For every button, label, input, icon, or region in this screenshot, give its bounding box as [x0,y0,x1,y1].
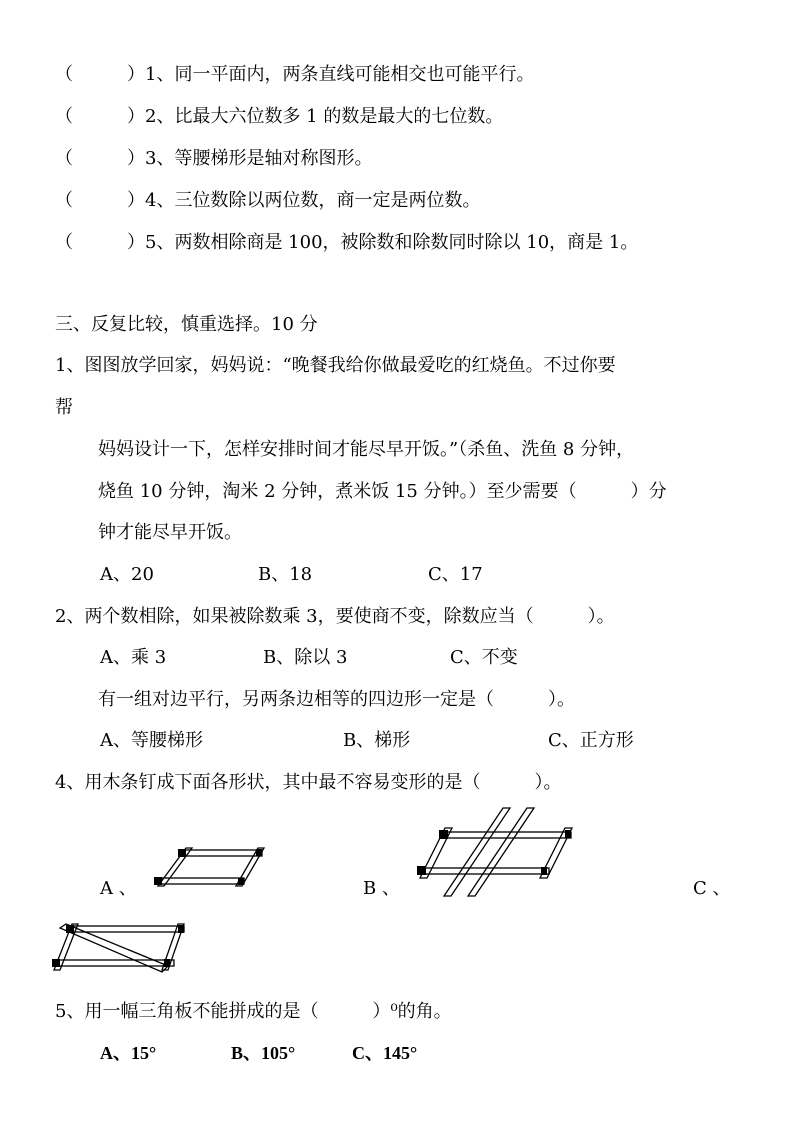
q2-option-b[interactable]: B、除以 3 [263,647,348,668]
q5-option-a-label: A、15° [100,1043,157,1063]
q2-option-a[interactable]: A、乘 3 [100,647,167,668]
q1-line-5: 钟才能尽早开饭。 [98,522,242,543]
item-text: 5、两数相除商是 100，被除数和除数同时除以 10，商是 1。 [145,232,639,253]
q5-option-a[interactable] [100,1041,156,1066]
q5-option-b[interactable] [231,1041,295,1066]
judgement-item-2 [55,105,503,129]
q5-option-c[interactable] [352,1041,417,1066]
q3-option-c[interactable]: C、正方形 [548,730,634,751]
q4-option-a[interactable]: A 、 [100,878,137,899]
q4-option-c[interactable]: C 、 [693,878,731,899]
q3-option-a[interactable]: A、等腰梯形 [100,730,203,751]
item-text: 2、比最大六位数多 1 的数是最大的七位数。 [145,106,504,127]
q2-option-c[interactable]: C、不变 [450,647,518,668]
item-text: 3、等腰梯形是轴对称图形。 [145,148,373,169]
answer-blank[interactable]: （ ） [55,190,145,211]
judgement-item-3 [55,147,372,171]
answer-blank[interactable]: （ ） [55,232,145,253]
q1-option-c[interactable]: C、17 [428,564,483,585]
wood-frame-diagonal-figure [50,922,190,974]
item-text: 1、同一平面内，两条直线可能相交也可能平行。 [145,64,535,85]
judgement-item-4 [55,189,480,213]
q3-option-b[interactable]: B、梯形 [343,730,411,751]
q4-option-b[interactable]: B 、 [363,878,400,899]
q1-line-2: 帮 [55,397,73,418]
q5-option-c-label: C、145° [352,1043,418,1063]
answer-blank[interactable]: （ ） [55,106,145,127]
q4-text: 4、用木条钉成下面各形状，其中最不容易变形的是（ ）。 [55,772,562,793]
wood-frame-crossbars-figure [415,806,575,898]
section-title: 三、反复比较，慎重选择。10 分 [55,314,318,335]
q1-line-4: 烧鱼 10 分钟，淘米 2 分钟，煮米饭 15 分钟。）至少需要（ ）分 [98,481,667,502]
answer-blank[interactable]: （ ） [55,148,145,169]
q3-text: 有一组对边平行，另两条边相等的四边形一定是（ ）。 [98,689,575,710]
wood-frame-parallelogram-figure [150,846,270,892]
judgement-item-1 [55,63,534,87]
item-text: 4、三位数除以两位数，商一定是两位数。 [145,190,481,211]
answer-blank[interactable]: （ ） [55,64,145,85]
q1-option-a[interactable]: A、20 [100,564,154,585]
q1-option-b[interactable]: B、18 [258,564,313,585]
q1-line-1: 1、图图放学回家，妈妈说：“晚餐我给你做最爱吃的红烧鱼。不过你要 [55,355,616,376]
q2-text: 2、两个数相除，如果被除数乘 3，要使商不变，除数应当（ ）。 [55,606,615,627]
q1-line-3: 妈妈设计一下，怎样安排时间才能尽早开饭。”（杀鱼、洗鱼 8 分钟， [98,439,635,460]
judgement-item-5 [55,231,638,255]
q5-text: 5、用一幅三角板不能拼成的是（ ）⁰的角。 [55,1001,452,1022]
q5-option-b-label: B、105° [231,1043,296,1063]
